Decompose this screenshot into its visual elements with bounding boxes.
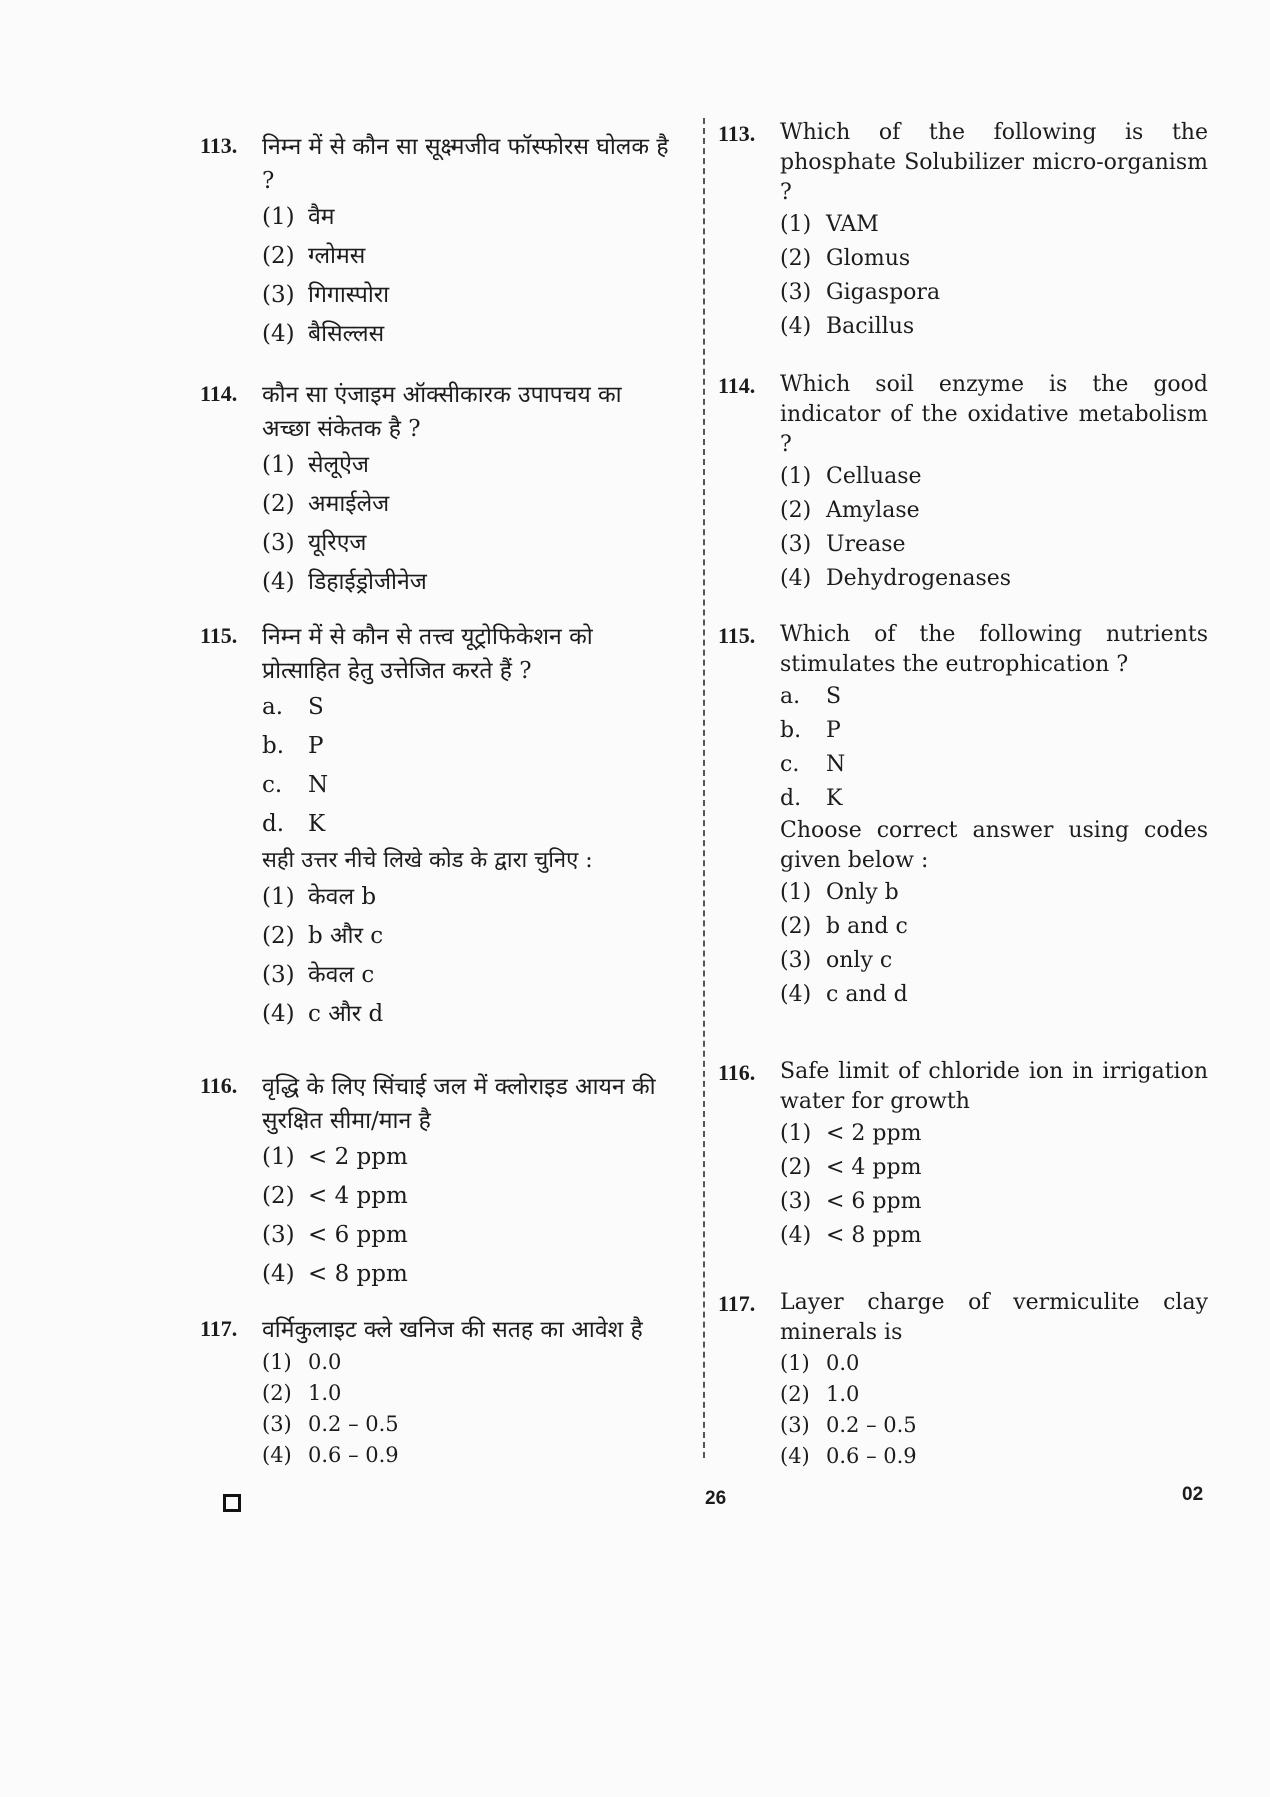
option-list [780, 208, 1208, 344]
option-list [780, 460, 1208, 596]
answer-option [262, 1347, 675, 1378]
answer-option [780, 276, 1208, 310]
option-text: 1.0 [826, 1382, 860, 1406]
item-label: c. [780, 752, 800, 777]
answer-option [262, 917, 675, 956]
question-number: 117. [200, 1316, 238, 1341]
question-115-en [718, 620, 1208, 1012]
answer-option [780, 242, 1208, 276]
question-text: वृद्धि के लिए सिंचाई जल में क्लोराइड आयन की सुरक्षित सीमा/मान है [262, 1074, 656, 1134]
option-text: Amylase [826, 498, 920, 523]
item-label: a. [780, 684, 801, 709]
option-text: 0.0 [826, 1351, 860, 1375]
option-text: < 6 ppm [826, 1189, 922, 1214]
answer-option [780, 1151, 1208, 1185]
option-label: (1) [780, 1121, 812, 1146]
answer-option [262, 237, 675, 276]
answer-option [780, 978, 1208, 1012]
list-item [780, 680, 1208, 714]
answer-option [262, 1138, 675, 1177]
option-label: (2) [262, 1381, 292, 1405]
item-text: K [308, 811, 326, 837]
option-text: 0.6 – 0.9 [826, 1444, 917, 1468]
page-number: 26 [705, 1488, 727, 1509]
answer-option [262, 276, 675, 315]
option-label: (1) [262, 452, 295, 478]
list-item [262, 805, 675, 844]
option-label: (3) [780, 280, 812, 305]
option-label: (3) [262, 530, 295, 556]
option-label: (3) [780, 948, 812, 973]
answer-option [780, 876, 1208, 910]
item-label: c. [262, 772, 283, 798]
answer-option [262, 956, 675, 995]
option-label: (3) [780, 1413, 810, 1437]
question-text: Safe limit of chloride ion in irrigation water for growth [780, 1059, 1208, 1114]
option-text: Glomus [826, 246, 911, 271]
column-divider [703, 118, 705, 1458]
option-text: Gigaspora [826, 280, 941, 305]
option-text: 0.6 – 0.9 [308, 1443, 399, 1467]
option-text: यूरिएज [308, 530, 367, 556]
question-number: 116. [718, 1060, 756, 1085]
question-number: 115. [200, 623, 238, 648]
option-label: (2) [780, 498, 812, 523]
answer-option [262, 1440, 675, 1471]
option-label: (4) [262, 1001, 295, 1027]
option-text: only c [826, 948, 893, 973]
question-number: 113. [718, 121, 756, 146]
question-114-hi [200, 378, 675, 602]
option-label: (2) [780, 1382, 810, 1406]
option-label: (4) [262, 1261, 295, 1287]
option-label: (3) [780, 532, 812, 557]
option-label: (4) [780, 1444, 810, 1468]
option-text: 1.0 [308, 1381, 342, 1405]
option-label: (3) [262, 1412, 292, 1436]
question-number: 113. [200, 133, 238, 158]
list-item [780, 782, 1208, 816]
option-text: c and d [826, 982, 908, 1007]
question-number: 114. [200, 381, 238, 406]
option-label: (2) [262, 243, 295, 269]
question-117-hi [200, 1313, 675, 1471]
option-text: Celluase [826, 464, 922, 489]
question-116-en [718, 1057, 1208, 1253]
option-text: वैम [308, 204, 335, 230]
option-list [262, 446, 675, 602]
answer-option [262, 563, 675, 602]
answer-option [780, 1185, 1208, 1219]
list-item [262, 727, 675, 766]
option-label: (2) [262, 923, 295, 949]
answer-option [262, 315, 675, 354]
option-label: (3) [262, 1222, 295, 1248]
question-115-hi [200, 620, 675, 1034]
option-list [262, 878, 675, 1034]
option-label: (4) [262, 1443, 292, 1467]
option-text: अमाईलेज [308, 491, 390, 517]
option-label: (2) [780, 914, 812, 939]
item-text: P [308, 733, 324, 759]
option-label: (2) [780, 246, 812, 271]
option-text: < 8 ppm [308, 1261, 408, 1287]
question-number: 117. [718, 1291, 756, 1316]
question-113-hi [200, 130, 675, 354]
item-label: d. [262, 811, 285, 837]
option-text: सेलूऐज [308, 452, 369, 478]
option-list [262, 1138, 675, 1294]
option-text: c और d [308, 1001, 384, 1027]
option-label: (3) [780, 1189, 812, 1214]
item-list [262, 688, 675, 844]
answer-option [262, 198, 675, 237]
question-text: कौन सा एंजाइम ऑक्सीकारक उपापचय का अच्छा संकेतक है ? [262, 382, 622, 442]
answer-option [780, 494, 1208, 528]
answer-option [262, 1255, 675, 1294]
answer-option [262, 1216, 675, 1255]
option-text: गिगास्पोरा [308, 282, 390, 308]
option-text: b and c [826, 914, 908, 939]
answer-option [262, 1177, 675, 1216]
question-text: निम्न में से कौन सा सूक्ष्मजीव फॉस्फोरस घोलक है ? [262, 134, 669, 194]
question-number: 115. [718, 623, 756, 648]
option-text: VAM [826, 212, 879, 237]
option-text: 0.2 – 0.5 [308, 1412, 399, 1436]
instruction-text: सही उत्तर नीचे लिखे कोड के द्वारा चुनिए : [262, 848, 593, 873]
item-text: N [826, 752, 846, 777]
option-label: (2) [262, 491, 295, 517]
option-text: डिहाईड्रोजीनेज [308, 569, 427, 595]
item-label: a. [262, 694, 284, 720]
item-label: b. [780, 718, 802, 743]
list-item [780, 748, 1208, 782]
option-label: (2) [780, 1155, 812, 1180]
option-text: < 6 ppm [308, 1222, 408, 1248]
answer-option [780, 944, 1208, 978]
question-117-en [718, 1288, 1208, 1472]
option-list [780, 1348, 1208, 1472]
answer-option [780, 910, 1208, 944]
item-text: P [826, 718, 841, 743]
answer-option [780, 208, 1208, 242]
option-label: (4) [780, 1223, 812, 1248]
list-item [780, 714, 1208, 748]
option-label: (4) [262, 321, 295, 347]
question-number: 116. [200, 1073, 238, 1098]
list-item [262, 688, 675, 727]
question-text: Which of the following nutrients stimulates the eutrophication ? [780, 622, 1208, 677]
item-label: b. [262, 733, 285, 759]
answer-option [780, 528, 1208, 562]
option-text: Urease [826, 532, 906, 557]
item-label: d. [780, 786, 802, 811]
answer-option [780, 1441, 1208, 1472]
option-text: ग्लोमस [308, 243, 366, 269]
question-text: निम्न में से कौन से तत्त्व यूट्रोफिकेशन को प्रोत्साहित हेतु उत्तेजित करते हैं ? [262, 624, 593, 684]
instruction-text: Choose correct answer using codes given below : [780, 818, 1208, 873]
option-text: 0.0 [308, 1350, 342, 1374]
booklet-code: 02 [1182, 1484, 1204, 1505]
answer-option [780, 310, 1208, 344]
question-text: वर्मिकुलाइट क्ले खनिज की सतह का आवेश है [262, 1317, 643, 1343]
item-text: K [826, 786, 843, 811]
option-label: (2) [262, 1183, 295, 1209]
answer-option [780, 1219, 1208, 1253]
option-text: Dehydrogenases [826, 566, 1012, 591]
option-text: < 4 ppm [826, 1155, 922, 1180]
item-text: S [308, 694, 324, 720]
option-label: (4) [780, 982, 812, 1007]
answer-option [262, 446, 675, 485]
answer-option [780, 1117, 1208, 1151]
answer-option [262, 995, 675, 1034]
answer-option [780, 1379, 1208, 1410]
option-label: (1) [262, 204, 295, 230]
option-label: (1) [780, 212, 812, 237]
answer-option [262, 878, 675, 917]
question-114-en [718, 370, 1208, 596]
option-text: b और c [308, 923, 384, 949]
answer-option [262, 524, 675, 563]
option-label: (4) [780, 566, 812, 591]
option-label: (4) [780, 314, 812, 339]
option-label: (4) [262, 569, 295, 595]
item-text: N [308, 772, 329, 798]
answer-option [262, 1378, 675, 1409]
question-text: Which soil enzyme is the good indicator of the oxidative metabolism ? [780, 372, 1208, 457]
answer-option [780, 1348, 1208, 1379]
answer-option [780, 562, 1208, 596]
option-label: (1) [262, 1144, 295, 1170]
option-text: केवल b [308, 884, 377, 910]
option-text: Bacillus [826, 314, 915, 339]
option-list [262, 198, 675, 354]
option-text: < 4 ppm [308, 1183, 408, 1209]
list-item [262, 766, 675, 805]
question-113-en [718, 118, 1208, 344]
option-label: (3) [262, 962, 295, 988]
option-text: बैसिल्लस [308, 321, 385, 347]
option-label: (1) [780, 464, 812, 489]
option-text: 0.2 – 0.5 [826, 1413, 917, 1437]
option-text: < 8 ppm [826, 1223, 922, 1248]
option-label: (1) [780, 880, 812, 905]
option-list [262, 1347, 675, 1471]
option-label: (1) [262, 884, 295, 910]
answer-option [262, 1409, 675, 1440]
question-text: Layer charge of vermiculite clay minerals is [780, 1290, 1208, 1345]
option-label: (1) [262, 1350, 292, 1374]
option-list [780, 876, 1208, 1012]
answer-option [262, 485, 675, 524]
question-number: 114. [718, 373, 756, 398]
option-text: < 2 ppm [826, 1121, 922, 1146]
option-text: Only b [826, 880, 899, 905]
item-text: S [826, 684, 842, 709]
answer-option [780, 1410, 1208, 1441]
question-116-hi [200, 1070, 675, 1294]
option-label: (1) [780, 1351, 810, 1375]
option-list [780, 1117, 1208, 1253]
item-list [780, 680, 1208, 816]
option-label: (3) [262, 282, 295, 308]
question-text: Which of the following is the phosphate Solubilizer micro-organism ? [780, 120, 1208, 205]
option-text: < 2 ppm [308, 1144, 408, 1170]
answer-option [780, 460, 1208, 494]
square-icon [223, 1494, 241, 1512]
option-text: केवल c [308, 962, 375, 988]
